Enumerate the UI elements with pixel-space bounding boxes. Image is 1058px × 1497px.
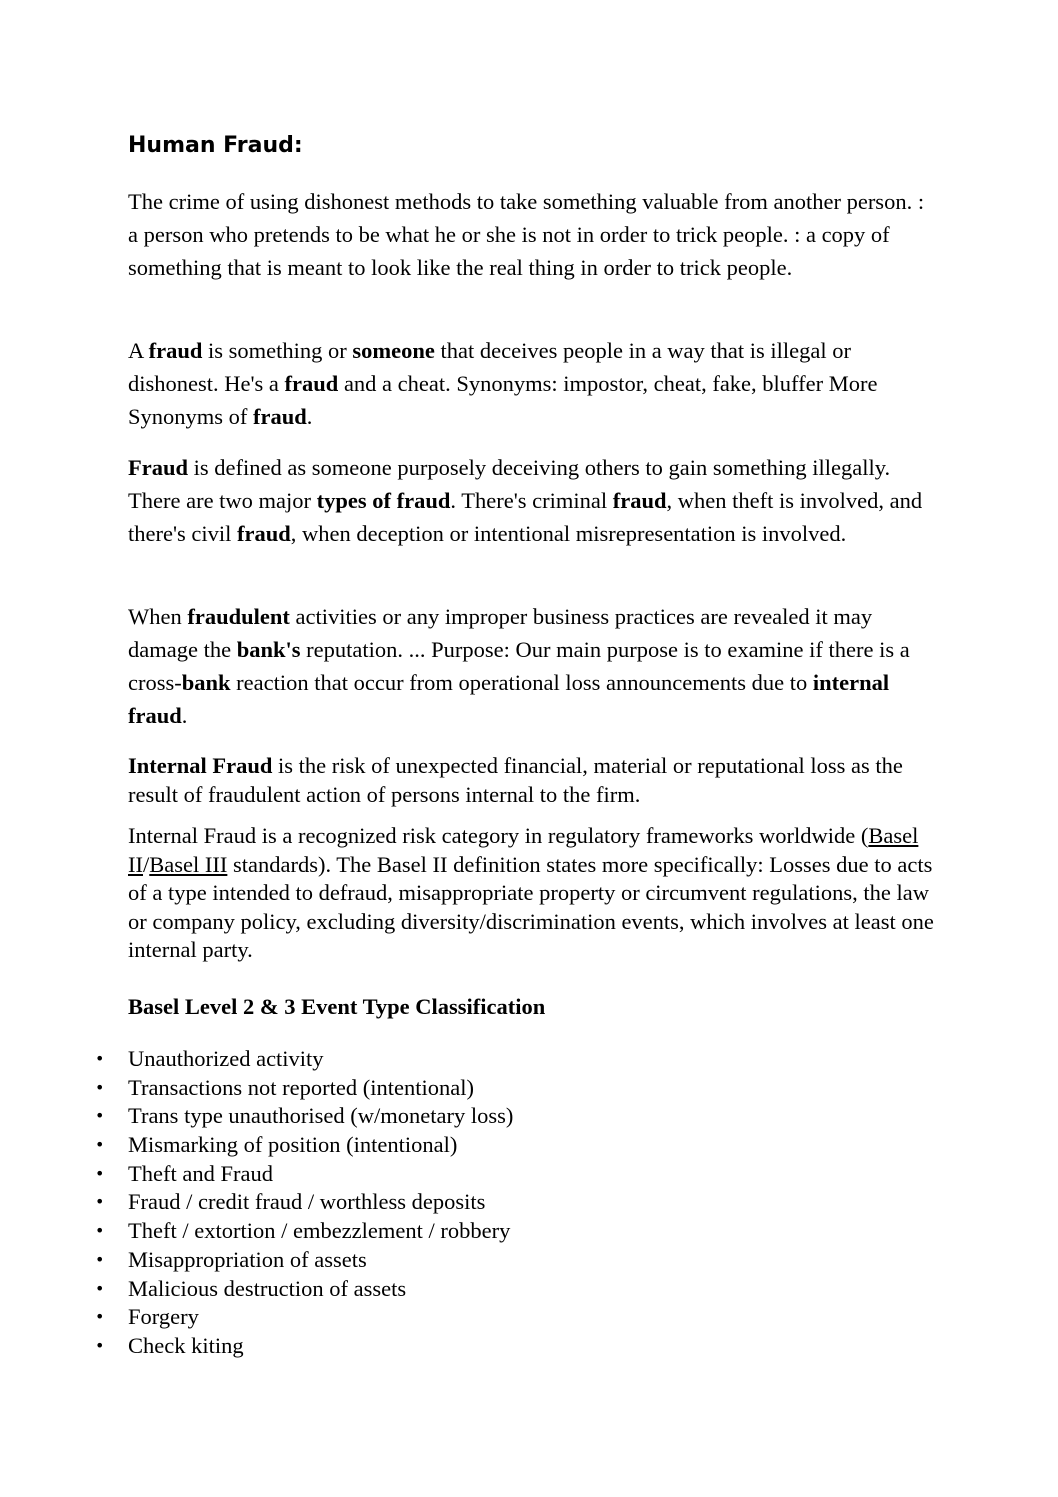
- text-run: Internal Fraud is a recognized risk category in regulatory frameworks worldwide (: [128, 823, 869, 848]
- list-item-text: Check kiting: [128, 1332, 244, 1358]
- paragraph-types-of-fraud: [128, 451, 938, 550]
- list-item: [0, 1045, 513, 1074]
- list-item: [0, 1303, 513, 1332]
- page-title: Human Fraud:: [128, 133, 303, 158]
- list-item: [0, 1246, 513, 1275]
- text-run: activities or any improper business practices are revealed it may damage the: [128, 604, 873, 662]
- text-run: and a cheat. Synonyms: impostor, cheat, fake, bluffer More Synonyms of: [128, 371, 878, 429]
- list-item: [0, 1188, 513, 1217]
- list-item: [0, 1275, 513, 1304]
- list-item: [0, 1217, 513, 1246]
- list-item: [0, 1074, 513, 1103]
- bold-term: fraud: [253, 404, 307, 429]
- bullet-icon: •: [95, 1278, 105, 1298]
- bold-term: fraud: [284, 371, 339, 396]
- text-run: When: [128, 604, 188, 629]
- basel-ii-link[interactable]: Basel II: [128, 823, 919, 877]
- bold-term: Fraud: [128, 455, 189, 480]
- text-run: is something or: [202, 338, 353, 363]
- text-run: , when theft is involved, and there's civil: [128, 488, 923, 546]
- list-item: [0, 1102, 513, 1131]
- list-item: [0, 1332, 513, 1361]
- bold-term: fraud: [237, 521, 291, 546]
- text-run: .: [306, 404, 313, 429]
- text-run: standards). The Basel II definition states more specifically: Losses due to acts of a type intended to defraud, misappropriate property or circumvent regulations, the law or company policy, excluding diversity/discrimination events, which involves at least one internal party.: [128, 851, 934, 962]
- bold-term: Internal Fraud: [128, 753, 273, 778]
- bold-term: fraudulent: [187, 604, 290, 629]
- paragraph-text: The crime of using dishonest methods to take something valuable from another person. : a person who pretends to be what he or she is not in order to trick people. : a copy of something that is meant to look like the real thing in order to trick people.: [128, 189, 925, 280]
- list-item-text: Unauthorized activity: [128, 1046, 324, 1071]
- section-heading: Basel Level 2 & 3 Event Type Classification: [128, 994, 546, 1019]
- paragraph-bank-reputation: [128, 600, 938, 732]
- text-run: is the risk of unexpected financial, material or reputational loss as the result of fraudulent action of persons internal to the firm.: [128, 753, 903, 807]
- bullet-icon: •: [95, 1049, 105, 1068]
- bullet-icon: •: [95, 1192, 105, 1212]
- basel-iii-link[interactable]: Basel III: [149, 851, 228, 877]
- list-item: [0, 1160, 513, 1189]
- bold-term: someone: [352, 338, 435, 363]
- list-item-text: Mismarking of position (intentional): [128, 1132, 458, 1158]
- bullet-icon: •: [95, 1249, 105, 1269]
- bullet-icon: •: [95, 1307, 105, 1327]
- bold-term: bank: [181, 670, 231, 695]
- bold-term: bank's: [236, 637, 301, 662]
- text-run: reputation. ... Purpose: Our main purpose is to examine if there is a cross-: [128, 637, 910, 695]
- text-run: .: [181, 703, 188, 728]
- text-run: is defined as someone purposely deceiving others to gain something illegally. There are two major: [128, 455, 891, 513]
- list-item-text: Fraud / credit fraud / worthless deposits: [128, 1189, 486, 1215]
- bullet-icon: •: [95, 1135, 105, 1155]
- list-item-text: Misappropriation of assets: [128, 1246, 367, 1272]
- list-item-text: Theft and Fraud: [128, 1160, 273, 1186]
- text-run: reaction that occur from operational loss announcements due to: [230, 670, 813, 695]
- bold-term: fraud: [612, 488, 667, 513]
- paragraph-basel-definition: [128, 822, 938, 965]
- paragraph-fraud-someone: [128, 334, 938, 433]
- bullet-icon: •: [95, 1106, 105, 1126]
- list-item-text: Trans type unauthorised (w/monetary loss): [128, 1103, 514, 1129]
- list-item-text: Malicious destruction of assets: [128, 1275, 407, 1301]
- event-type-list: [0, 1045, 513, 1361]
- text-run: /: [143, 851, 150, 877]
- paragraph-definition: [128, 185, 938, 284]
- list-item-text: Theft / extortion / embezzlement / robbery: [128, 1218, 511, 1244]
- list-item-text: Transactions not reported (intentional): [128, 1074, 474, 1100]
- bullet-icon: •: [95, 1163, 105, 1183]
- bold-term: internal fraud: [128, 670, 890, 728]
- bullet-icon: •: [95, 1221, 105, 1241]
- text-run: . There's criminal: [450, 488, 613, 513]
- list-item: [0, 1131, 513, 1160]
- text-run: that deceives people in a way that is illegal or dishonest. He's a: [128, 338, 852, 396]
- text-run: A: [128, 338, 149, 363]
- paragraph-internal-fraud: [128, 752, 938, 809]
- bold-term: fraud: [148, 338, 203, 363]
- bullet-icon: •: [95, 1077, 105, 1097]
- list-item-text: Forgery: [128, 1304, 199, 1330]
- bullet-icon: •: [95, 1335, 105, 1355]
- text-run: , when deception or intentional misrepresentation is involved.: [290, 521, 847, 546]
- bold-term: types of fraud: [316, 488, 451, 513]
